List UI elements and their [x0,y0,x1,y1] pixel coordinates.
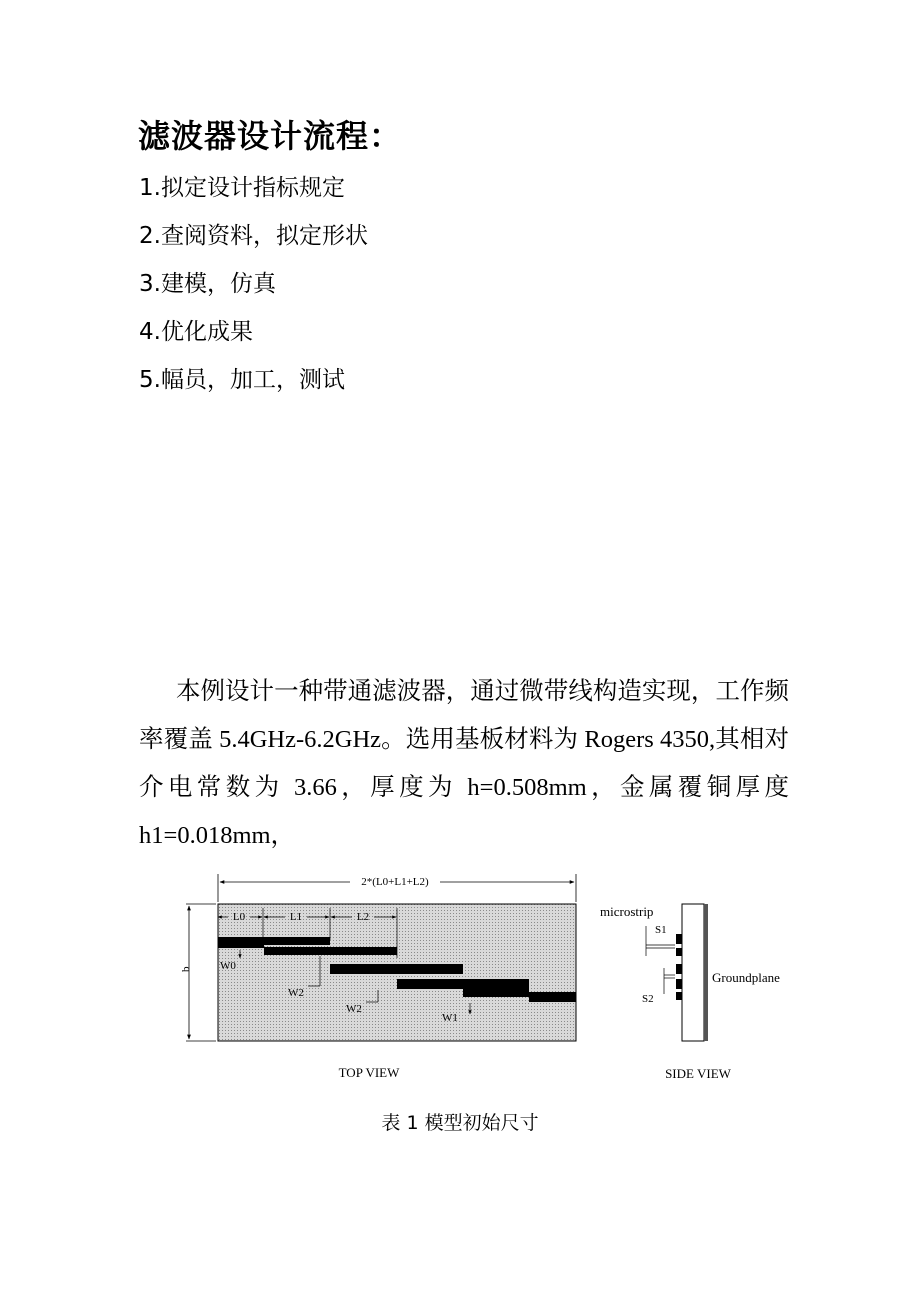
table-caption: 表 1 模型初始尺寸 [381,1112,539,1134]
width-label-w1: W1 [442,1012,458,1024]
microstrip-segment [330,947,397,955]
gap-label-s1: S1 [655,924,667,936]
top-view-caption: TOP VIEW [338,1065,400,1080]
filter-structure-figure [180,868,820,1088]
microstrip-segment [264,947,330,955]
microstrip-segment [218,937,330,945]
microstrip-segment [397,979,529,989]
design-steps-list [139,164,368,404]
step-item: 4.优化成果 [139,319,253,345]
side-view-caption: SIDE VIEW [665,1066,731,1081]
segment-label-l2: L2 [356,911,370,923]
groundplane-label: Groundplane [712,970,780,985]
height-label: b [180,966,192,972]
segment-label-l1: L1 [289,911,303,923]
design-description-paragraph: 本例设计一种带通滤波器，通过微带线构造实现，工作频率覆盖 5.4GHz-6.2GHz。选用基板材料为 Rogers 4350,其相对介电常数为 3.66，厚度为 h=0.508mm，金属覆铜厚度 h1=0.018mm， [139,678,789,849]
filter-diagram [180,868,820,1088]
step-item: 5.幅员，加工，测试 [139,367,345,393]
step-item: 1.拟定设计指标规定 [139,175,345,201]
gap-label-s2: S2 [642,993,654,1005]
segment-label-l0: L0 [232,911,246,923]
width-label-w2a: W2 [288,987,304,999]
microstrip-segment [529,992,576,1002]
section-heading: 滤波器设计流程： [138,117,403,155]
substrate-side-view [682,904,704,1041]
width-label-w2b: W2 [346,1003,362,1015]
microstrip-label: microstrip [600,904,654,919]
overall-length-label: 2*(L0+L1+L2) [361,876,429,888]
step-item: 2.查阅资料，拟定形状 [139,223,368,249]
ground-plane [704,904,708,1041]
microstrip-segment [330,964,463,974]
width-label-w0: W0 [220,960,236,972]
microstrip-segment [463,989,529,997]
step-item: 3.建模，仿真 [139,271,276,297]
